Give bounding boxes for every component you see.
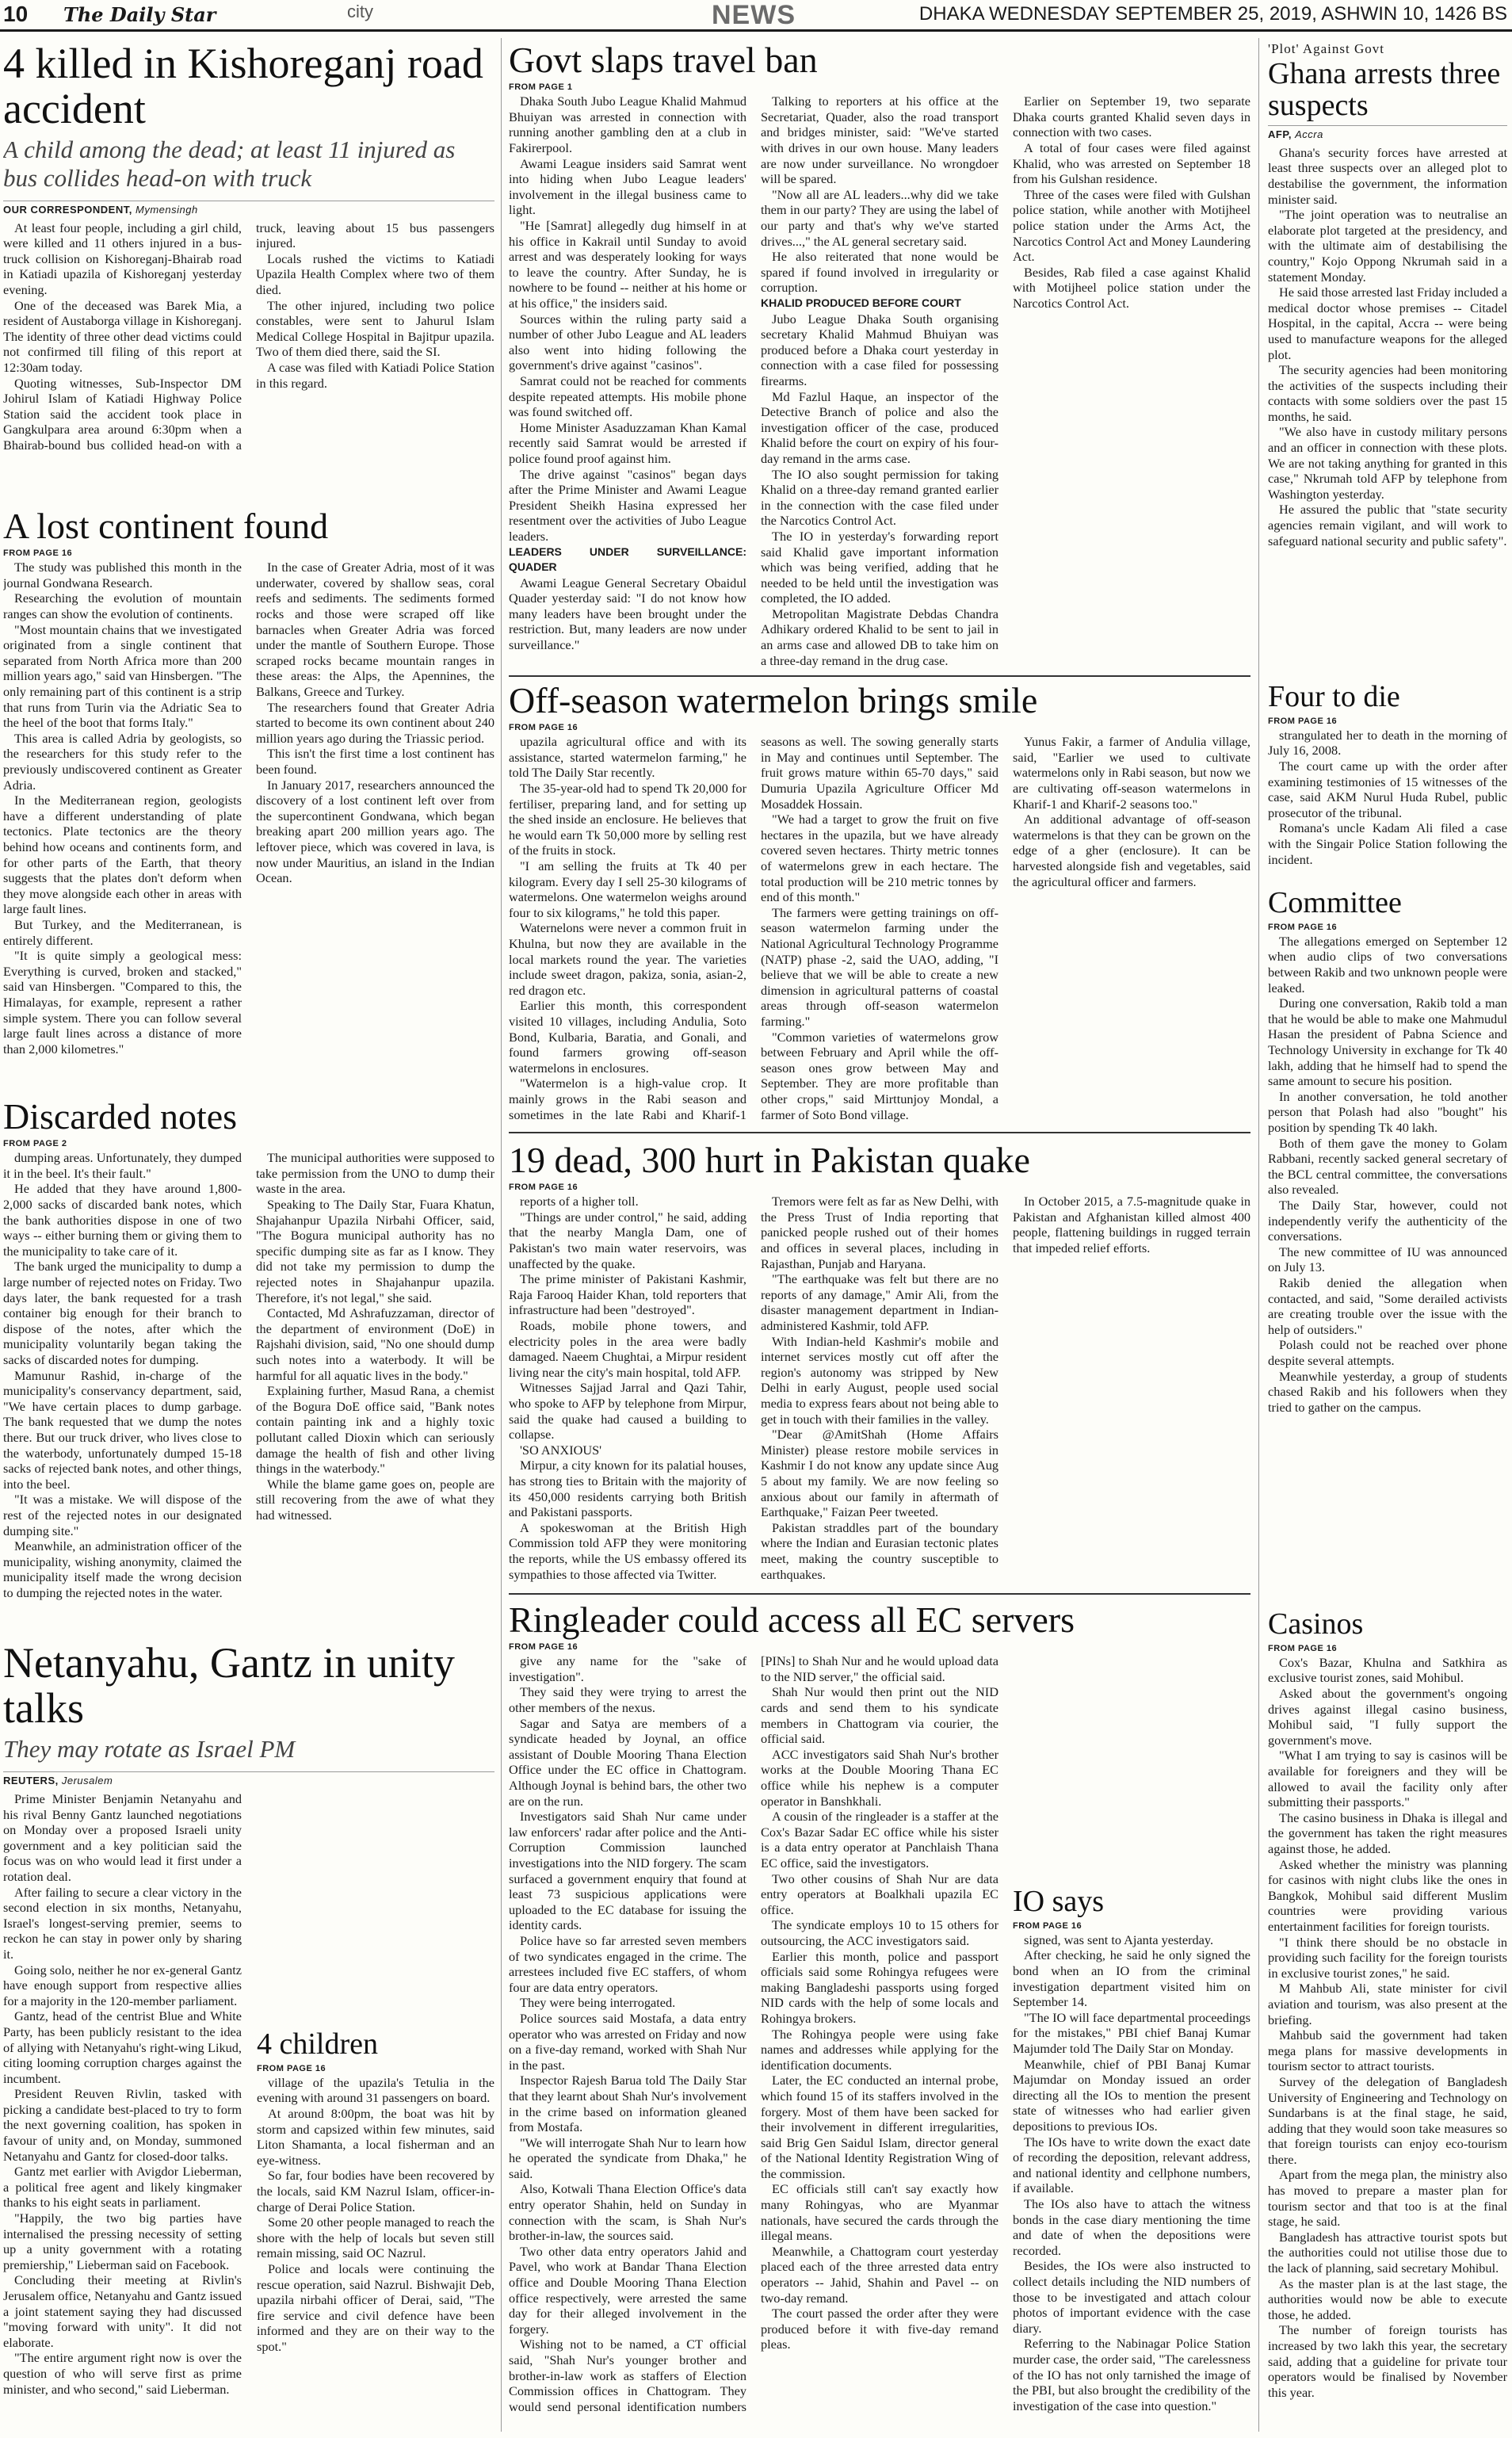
article-body xyxy=(509,94,1250,672)
paragraph: Police and locals were continuing the rescue operation, said Nazrul. Bishwajit Deb, upazila nirbahi officer of Derai, said, "The fire service and civil defence have been informed and they are on their way to the spot." xyxy=(257,2261,494,2354)
paragraph: Later, the EC conducted an internal probe, which found 15 of its staffers involved in the forgery. Most of them have been sacked for their involvement in different irregularities, said Brig Gen Saidul Islam, director general of the National Identity Registration Wing of the commission. xyxy=(761,2073,998,2181)
article-body xyxy=(1268,145,1507,668)
article-body xyxy=(1268,1655,1507,2432)
paragraph: A spokeswoman at the British High Commission told AFP they were monitoring the reports, while the US embassy offered its sympathies to those affected via Twitter. xyxy=(509,1519,746,1582)
paragraph: Explaining further, Masud Rana, a chemist of the Bogura DoE office said, "Bank notes contain painting ink and a highly toxic pollutant called Dioxin which can seriously damage the health of fish and other living things in the waterbody." xyxy=(256,1383,494,1477)
paragraph: upazila agricultural office and with its assistance, started watermelon farming," he told The Daily Star recently. xyxy=(509,734,746,781)
paragraph: Investigators said Shah Nur came under law enforcers' radar after police and the Anti-Corruption Commission launched investigations into the NID forgery. The scam surfaced a government enquiry that found at least 73 suspicious applications were uploaded to the EC database for issuing the identity cards. xyxy=(509,1809,746,1933)
headline: 4 children xyxy=(257,2029,379,2061)
paragraph: President Reuven Rivlin, tasked with picking a candidate best-placed to try to form the next governing coalition, has spoken in favour of unity and, on Monday, summoned Netanyahu and Gantz for closed-door talks. xyxy=(3,2086,242,2164)
paragraph: Waternelons were never a common fruit in Khulna, but now they are available in the local markets round the year. The varieties include sweet dragon, pakiza, sonia, asian-2, red dragon etc. xyxy=(509,920,746,998)
paragraph: Researching the evolution of mountain ranges can show the evolution of continents. xyxy=(3,590,242,622)
paragraph: Earlier this month, police and passport officials said some Rohingya refugees were making Bangladeshi passports using forged NID cards with the help of some locals and Rohingya brokers. xyxy=(761,1948,998,2026)
paragraph: They said they were trying to arrest the other members of the nexus. xyxy=(509,1684,746,1716)
paragraph: Apart from the mega plan, the ministry also has moved to prepare a master plan for tourism sector and that too is at the final stage, he said. xyxy=(1268,2167,1507,2230)
headline: Discarded notes xyxy=(3,1098,238,1137)
paragraph: Police sources said Mostafa, a data entry operator who was arrested on Friday and now on a five-day remand, worked with Shah Nur in the past. xyxy=(509,2010,746,2073)
paragraph: The IOs also have to attach the witness bonds in the case diary mentioning the time and date of when the depositions were recorded. xyxy=(1013,2195,1250,2258)
story-four-to-die xyxy=(1268,682,1507,880)
jump-line: FROM PAGE 16 xyxy=(1268,716,1338,726)
paragraph: "Dear @AmitShah (Home Affairs Minister) please restore mobile services in Kashmir I do not know any update since Aug 5 about my family. We are now feeling so anxious about our family in aftermath of Earthquake," Faizan Peer tweeted. xyxy=(761,1427,998,1520)
paper-name: The Daily Star xyxy=(63,3,216,26)
paragraph: Sources within the ruling party said a number of other Jubo League and AL leaders also went into hiding following the government's drive against "casinos". xyxy=(509,311,746,373)
paragraph: "He [Samrat] allegedly dug himself in at his office in Kakrail until Sunday to avoid arrest and was desperately looking for ways to leave the country. After Sunday, he is nowhere to be found -- neither at his home or at his office," the insiders said. xyxy=(509,218,746,311)
paragraph: Concluding their meeting at Rivlin's Jerusalem office, Netanyahu and Gantz issued a joint statement saying they had discussed "moving forward with unity". It did not elaborate. xyxy=(3,2272,242,2350)
paragraph: "I think there should be no obstacle in providing such facility for the foreign tourists in exclusive tourist zones," he said. xyxy=(1268,1934,1507,1981)
paragraph: Bangladesh has attractive tourist spots but the authorities could not utilise those due to the lack of planning, said secretary Mohibul. xyxy=(1268,2229,1507,2276)
deck: A child among the dead; at least 11 injured as bus collides head-on with truck xyxy=(3,136,456,193)
jump-line: FROM PAGE 16 xyxy=(509,723,578,733)
paragraph: "I am selling the fruits at Tk 40 per kilogram. Every day I sell 25-30 kilograms of watermelons. One watermelon weighs around four to six kilograms," he told this paper. xyxy=(509,858,746,920)
paragraph: A cousin of the ringleader is a staffer at the Cox's Bazar Sadar EC office while his sister is a data entry operator at Panchlaish Thana EC office, said the investigators. xyxy=(761,1809,998,1871)
jump-line: FROM PAGE 16 xyxy=(257,2063,326,2073)
paragraph: Polash could not be reached over phone despite several attempts. xyxy=(1268,1337,1507,1368)
paragraph: "We will interrogate Shah Nur to learn how he operated the syndicate from Dhaka," he said. xyxy=(509,2134,746,2181)
paragraph: Shah Nur would then print out the NID cards and send them to his syndicate members in Chattogram via courier, the official said. xyxy=(761,1684,998,1747)
story-travel-ban xyxy=(509,41,1250,675)
paragraph: "The earthquake was felt but there are no reports of any damage," Amir Ali, from the disaster management department in Indian-administered Kashmir, told AFP. xyxy=(761,1271,998,1334)
paragraph: Gantz met earlier with Avigdor Lieberman, a political free agent and likely kingmaker thanks to his eight seats in parliament. xyxy=(3,2164,242,2211)
paragraph: Locals rushed the victims to Katiadi Upazila Health Complex where two of them died. xyxy=(256,250,494,298)
story-four-children xyxy=(257,2029,494,2433)
paragraph: Earlier on September 19, two separate Dhaka courts granted Khalid seven days in connection with two cases. xyxy=(1013,94,1250,140)
paragraph: dumping areas. Unfortunately, they dumped it in the beel. It's their fault." xyxy=(3,1150,242,1181)
paragraph: After failing to secure a clear victory in the second election in six months, Netanyahu, Israel's longest-serving premier, seems to reckon he can stay in power only by sharing it. xyxy=(3,1884,242,1962)
paragraph: Meanwhile, an administration officer of the municipality, wishing anonymity, claimed the municipality itself made the wrong decision to dumping the rejected notes in the water. xyxy=(3,1538,242,1600)
paragraph: Gantz, head of the centrist Blue and White Party, has been publicly resistant to the idea of allying with Netanyahu's right-wing Likud, citing looming corruption charges against the incumbent. xyxy=(3,2008,242,2086)
paragraph: village of the upazila's Tetulia in the evening with around 31 passengers on board. xyxy=(257,2074,494,2106)
paragraph: 'SO ANXIOUS' xyxy=(520,1442,602,1458)
paragraph: "What I am trying to say is casinos will be available for foreigners and they will be allowed to avail the facility only after submitting their passports." xyxy=(1268,1748,1507,1810)
paragraph: Awami League General Secretary Obaidul Quader yesterday said: "I do not know how many leaders have been brought under the restriction. But, many leaders are now under surveillance." xyxy=(509,575,746,653)
paragraph: M Mahbub Ali, state minister for civil aviation and tourism, was also present at the briefing. xyxy=(1268,1981,1507,2027)
story-io-says xyxy=(1013,1886,1250,2433)
article-body xyxy=(257,2075,494,2432)
byline: OUR CORRESPONDENT, Mymensingh xyxy=(3,201,494,216)
headline: IO says xyxy=(1013,1886,1105,1918)
paragraph: Two other cousins of Shah Nur are data entry operators at Boalkhali upazila EC office. xyxy=(761,1871,998,1917)
paragraph: EC officials still can't say exactly how many Rohingyas, who are Myanmar nationals, have secured the cards through the illegal means. xyxy=(761,2181,998,2244)
paragraph: "It is quite simply a geological mess: Everything is curved, broken and stacked," said van Hinsbergen. "Compared to this, the Himalayas, for example, represent a rather simple system. There you can follow several large fault lines across a distance of more than 2,000 kilometres." xyxy=(3,948,242,1057)
paragraph: Three of the cases were filed with Gulshan police station, while another with Motijheel police station under the Arms Act, the Narcotics Control Act and Money Laundering Act. xyxy=(1013,186,1250,265)
paragraph: The Daily Star, however, could not independently verify the authenticity of the conversations. xyxy=(1268,1197,1507,1244)
headline: Off-season watermelon brings smile xyxy=(509,682,1038,720)
article-body xyxy=(509,734,1250,1122)
paragraph: In another conversation, he told another person that Polash had also "bought" his position by spending Tk 40 lakh. xyxy=(1268,1088,1507,1136)
paragraph: "The entire argument right now is over the question of who will serve first as prime minister, and who second," said Lieberman. xyxy=(3,2350,242,2397)
paragraph: The new committee of IU was announced on July 13. xyxy=(1268,1244,1507,1275)
paragraph: Samrat could not be reached for comments despite repeated attempts. His mobile phone was found switched off. xyxy=(509,373,746,420)
paragraph: He said those arrested last Friday included a medical doctor whose premises -- Citadel Hospital, in the capital, Accra -- were being used to manufacture weapons for the alleged plot. xyxy=(1268,285,1507,362)
paragraph: As the master plan is at the last stage, the authorities would now be able to execute those, he added. xyxy=(1268,2276,1507,2322)
paragraph: Rakib denied the allegation when contacted, and said, "Some derailed activists are creating trouble over the issue with the help of outsiders." xyxy=(1268,1274,1507,1337)
headline: Casinos xyxy=(1268,1609,1364,1641)
jump-line: FROM PAGE 16 xyxy=(1268,922,1338,932)
paragraph: Ghana's security forces have arrested at least three suspects over an alleged plot to destabilise the government, the information minister said. xyxy=(1268,144,1507,207)
paragraph: The IO also sought permission for taking Khalid on a three-day remand granted earlier in the connection with the case filed under the Narcotics Control Act. xyxy=(761,466,998,529)
headline: Committee xyxy=(1268,888,1402,919)
paragraph: After checking, he said he only signed the bond when an IO from the criminal investigation department visited him on September 14. xyxy=(1013,1947,1250,2010)
paragraph: "We also have in custody military persons and an officer in connection with these plots. We are not taking anything for granted in this case," Nkrumah told AFP by telephone from Washington yesterday. xyxy=(1268,424,1507,502)
paragraph: reports of a higher toll. xyxy=(520,1194,639,1209)
paragraph: Inspector Rajesh Barua told The Daily Star that they learnt about Shah Nur's involvement in the crime based on information gleaned from Mostafa. xyxy=(509,2073,746,2135)
paragraph: Mamunur Rashid, in-charge of the municipality's conservancy department, said, "We have certain places to dump garbage. The bank requested that we dump the notes there. But our truck driver, who lives close to the waterbody, unfortunately dumped 15-18 sacks of rejected bank notes, and other things, into the beel. xyxy=(3,1367,242,1492)
article-body xyxy=(509,1194,1250,1582)
paragraph: The other injured, including two police constables, were sent to Jahurul Islam Medical College Hospital in Bajitpur upazila. Two of them died there, said the SI. xyxy=(256,297,494,360)
paragraph: Besides, the IOs were also instructed to collect details including the NID numbers of those to be investigated and attach colour photos of important evidence with the case diary. xyxy=(1013,2258,1250,2336)
paragraph: Police have so far arrested seven members of two syndicates engaged in the crime. The arrestees included five EC staffers, of whom four are data entry operators. xyxy=(509,1932,746,1995)
paragraph: signed, was sent to Ajanta yesterday. xyxy=(1024,1932,1214,1947)
subhead: KHALID PRODUCED BEFORE COURT xyxy=(761,296,961,310)
column-divider xyxy=(1258,38,1259,2432)
section-rule xyxy=(509,675,1250,677)
paragraph: Mahbub said the government had taken mega plans for massive developments in tourism sector to attract tourists. xyxy=(1268,2027,1507,2074)
paragraph: Asked about the government's ongoing drives against illegal casino business, Mohibul said, "I fully support the government's move. xyxy=(1268,1686,1507,1748)
story-discarded-notes xyxy=(3,1098,494,1621)
paragraph: Quoting witnesses, Sub-Inspector DM Johirul Islam of Katiadi Highway Police Station said the accident took place in Gangkulpara area around 6:30pm when a Bhairab-bound bus collided head-on with a truck, leaving about 15 bus passengers injured. xyxy=(3,220,494,453)
paragraph: In October 2015, a 7.5-magnitude quake in Pakistan and Afghanistan killed almost 400 people, flattening buildings in rugged terrain that impeded relief efforts. xyxy=(1013,1194,1250,1256)
paragraph: The syndicate employs 10 to 15 others for outsourcing, the ACC investigators said. xyxy=(761,1917,998,1948)
paragraph: Some 20 other people managed to reach the shore with the help of locals but seven still remain missing, said OC Nazrul. xyxy=(257,2214,494,2261)
paragraph: The study was published this month in the journal Gondwana Research. xyxy=(3,560,242,590)
article-body xyxy=(1268,728,1507,878)
category-label: NEWS xyxy=(712,0,796,30)
headline: Ghana arrests three suspects xyxy=(1268,57,1501,122)
headline: A lost continent found xyxy=(3,507,329,546)
paragraph: Meanwhile, chief of PBI Banaj Kumar Majumdar on Monday issued an order directing all the IOs to mention the present state of witnesses who had earlier given depositions to previous IOs. xyxy=(1013,2056,1250,2134)
paragraph: Prime Minister Benjamin Netanyahu and his rival Benny Gantz launched negotiations on Monday over a proposed Israeli unity government and a key politician said the focus was on who would lead it first under a rotation deal. xyxy=(3,1791,242,1884)
paragraph: "Things are under control," he said, adding that the nearby Mangla Dam, one of Pakistan's two main water reservoirs, was unaffected by the quake. xyxy=(509,1209,746,1271)
headline: Four to die xyxy=(1268,682,1400,713)
paragraph: Talking to reporters at his office at the Secretariat, Quader, also the road transport and bridges minister, said: "We've started with drives in our own house. Many leaders are now under surveillance. No wrongdoer will be spared. xyxy=(761,94,998,187)
paragraph: Two other data entry operators Jahid and Pavel, who work at Bandar Thana Election office and Double Mooring Thana Election office respectively, were arrested the same day for their alleged involvement in the forgery. xyxy=(509,2243,746,2337)
jump-line: FROM PAGE 16 xyxy=(1013,1920,1082,1931)
paragraph: Sagar and Satya are members of a syndicate headed by Joynal, an office assistant of Double Mooring Thana Election Office under the EC office in Chattogram. Although Joynal is behind bars, the other two are on the run. xyxy=(509,1715,746,1809)
paragraph: Awami League insiders said Samrat went into hiding when Jubo League leaders' involvement in the illegal business came to light. xyxy=(509,155,746,218)
jump-line: FROM PAGE 16 xyxy=(509,1642,578,1653)
paragraph: "Happily, the two big parties have internalised the pressing necessity of setting up a unity government with a rotating premiership," Lieberman said on Facebook. xyxy=(3,2211,242,2272)
headline: Ringleader could access all EC servers xyxy=(509,1601,1075,1640)
paragraph: Home Minister Asaduzzaman Khan Kamal recently said Samrat would be arrested if police found proof against him. xyxy=(509,419,746,466)
paragraph: "Most mountain chains that we investigated originated from a single continent that separated from North Africa more than 200 million years ago," said van Hinsbergen. "The only remaining part of this continent is a strip that runs from Turin via the Adriatic Sea to the heel of the boot that forms Italy." xyxy=(3,621,242,731)
paragraph: A total of four cases were filed against Khalid, who was arrested on September 18 from his Gulshan residence. xyxy=(1013,140,1250,187)
paragraph: This area is called Adria by geologists, so the researchers for this study refer to the previously undiscovered continent as Greater Adria. xyxy=(3,730,242,793)
paragraph: But Turkey, and the Mediterranean, is entirely different. xyxy=(3,916,242,948)
paragraph: Contacted, Md Ashrafuzzaman, director of the department of environment (DoE) in Rajshahi division, said, "No one should dump such notes into a waterbody. It will be harmful for all aquatic lives in the body." xyxy=(256,1305,494,1383)
paragraph: The drive against "casinos" began days after the Prime Minister and Awami League President Sheikh Hasina expressed her resentment over the activities of Jubo League leaders. xyxy=(509,466,746,544)
story-pakistan-quake xyxy=(509,1141,1250,1585)
column-divider xyxy=(501,38,502,2432)
paragraph: Meanwhile yesterday, a group of students chased Rakib and his followers when they tried to gather on the campus. xyxy=(1268,1368,1507,1415)
paragraph: He assured the public that "state security agencies remain vigilant, and will work to safeguard national security and public safety". xyxy=(1268,502,1507,548)
paragraph: "Now all are AL leaders...why did we take them in our party? They are using the label of our party and that's why we've started drives...," the AL general secretary said. xyxy=(761,186,998,249)
section-rule xyxy=(509,1593,1250,1595)
paragraph: This isn't the first time a lost continent has been found. xyxy=(256,746,494,778)
paragraph: "We had a target to grow the fruit on five hectares in the upazila, but we have already covered seven hectares. Thirty metric tonnes of watermelons grew in each hectare. The total production will be 210 metric tonnes by end of this month." xyxy=(761,812,998,905)
article-body xyxy=(1268,934,1507,1599)
headline: 19 dead, 300 hurt in Pakistan quake xyxy=(509,1141,1030,1180)
paragraph: The 35-year-old had to spend Tk 20,000 for fertiliser, preparing land, and for setting up the shed inside an enclosure. He believes that he would earn Tk 50,000 more by selling rest of the fruits in stock. xyxy=(509,781,746,858)
headline: 4 killed in Kishoreganj road accident xyxy=(3,41,483,132)
paragraph: A case was filed with Katiadi Police Station in this regard. xyxy=(256,360,494,391)
paragraph: The municipal authorities were supposed to take permission from the UNO to dump their waste in the area. xyxy=(256,1150,494,1197)
paragraph: The court passed the order after they were produced before it with five-day remand pleas. xyxy=(761,2306,998,2352)
paragraph: In the case of Greater Adria, most of it was underwater, covered by shallow seas, coral reefs and sediments. The sediments formed rocks and those were scraped off like barnacles when Greater Adria was forced under the mantle of Southern Europe. Those scraped rocks became mountain ranges in these areas: the Alps, the Apennines, the Balkans, Greece and Turkey. xyxy=(256,560,494,700)
paragraph: give any name for the "sake of investigation". xyxy=(509,1653,746,1684)
paragraph: Mirpur, a city known for its palatial houses, has strong ties to Britain with the majority of its 450,000 residents carrying both British and Pakistani passports. xyxy=(509,1458,746,1520)
paragraph: Besides, Rab filed a case against Khalid with Motijheel police station under the Narcotics Control Act. xyxy=(1013,264,1250,311)
paragraph: During one conversation, Rakib told a man that he would be able to make one Mahmudul Hasan the president of Pabna Science and Technology University in exchange for Tk 40 lakh, adding that he himself had to spend the same amount to secure his position. xyxy=(1268,995,1507,1089)
paragraph: Dhaka South Jubo League Khalid Mahmud Bhuiyan was arrested in connection with running another gambling den at a club in Fakirerpool. xyxy=(509,94,746,156)
paragraph: Roads, mobile phone towers, and electricity poles in the area were badly damaged. Naeem Chughtai, a Mirpur resident living near the city's main hospital, told AFP. xyxy=(509,1318,746,1380)
paragraph: Speaking to The Daily Star, Fuara Khatun, Shajahanpur Upazila Nirbahi Officer, said, "The Bogura municipal authority has no specific dumping site as far as I know. They did not take my permission to dump the rejected notes in Shajahanpur upazila. Therefore, it's not legal," she said. xyxy=(256,1197,494,1305)
paragraph: Jubo League Dhaka South organising secretary Khalid Mahmud Bhuiyan was produced before a Dhaka court yesterday in connection with a case filed for possessing firearms. xyxy=(761,311,998,388)
paragraph: The IOs have to write down the exact date of recording the deposition, relevant address, and national identity and cellphone numbers, if available. xyxy=(1013,2134,1250,2196)
paragraph: The farmers were getting trainings on off-season watermelon farming under the National Agricultural Technology Programme (NATP) phase -2, said the UAO, adding, "I believe that we will be able to create a new dimension in agricultural patterns of coastal areas through off-season watermelon farming." xyxy=(761,904,998,1029)
paragraph: The prime minister of Pakistani Kashmir, Raja Farooq Haider Khan, told reporters that infrastructure had been "destroyed". xyxy=(509,1271,746,1318)
paragraph: Tremors were felt as far as New Delhi, with the Press Trust of India reporting that panicked people rushed out of their homes and offices in several places, including in Rajasthan, Punjab and Haryana. xyxy=(761,1194,998,1271)
paragraph: At around 8:00pm, the boat was hit by storm and capsized within few minutes, said Liton Shamanta, a local fisherman and an eye-witness. xyxy=(257,2106,494,2168)
story-ghana xyxy=(1268,41,1507,675)
paragraph: So far, four bodies have been recovered by the locals, said KM Nazrul Islam, officer-in-charge of Derai Police Station. xyxy=(257,2168,494,2214)
paragraph: They were being interrogated. xyxy=(520,1995,676,2011)
paragraph: The casino business in Dhaka is illegal and the government has taken the right measures against those, he added. xyxy=(1268,1809,1507,1857)
article-body xyxy=(3,560,494,1059)
paragraph: "The IO will face departmental proceedings for the mistakes," PBI chief Banaj Kumar Majumder told The Daily Star on Monday. xyxy=(1013,2009,1250,2057)
paragraph: Metropolitan Magistrate Debdas Chandra Adhikary ordered Khalid to be sent to jail in an arms case and allowed DB to take him on a three-day remand in the drug case. xyxy=(761,606,998,668)
paragraph: Both of them gave the money to Golam Rabbani, recently sacked general secretary of the BCL central committee, the conversations also revealed. xyxy=(1268,1135,1507,1198)
paragraph: Asked whether the ministry was planning for casinos with night clubs like the ones in Bangkok, Mohibul said different Muslim countries were providing various entertainment facilities for foreign tourists. xyxy=(1268,1856,1507,1934)
paragraph: In January 2017, researchers announced the discovery of a lost continent left over from the supercontinent Gondwana, which began breaking apart 200 million years ago. The leftover piece, which was covered in lava, is now under Mauritius, an island in the Indian Ocean. xyxy=(256,777,494,886)
deck: They may rotate as Israel PM xyxy=(3,1735,296,1764)
paragraph: Also, Kotwali Thana Election Office's data entry operator Shahin, held on Sunday in connection with the scam, is Shah Nur's brother-in-law, the sources said. xyxy=(509,2181,746,2244)
paragraph: Wishing not to be named, a CT official said, "Shah Nur's younger brother and brother-in-law work as staffers of Election Commission offices in Chattogram. They would send personal identification numbers [PINs] to Shah Nur and he would upload data to the NID server," the official said. xyxy=(509,1653,998,2414)
paragraph: He added that they have around 1,800-2,000 sacks of discarded bank notes, which the bank authorities dispose in one of two ways -- either burning them or giving them to the municipality to take care of it. xyxy=(3,1181,242,1259)
dateline: DHAKA WEDNESDAY SEPTEMBER 25, 2019, ASHWIN 10, 1426 BS xyxy=(918,3,1507,25)
masthead xyxy=(0,0,1512,32)
paragraph: ACC investigators said Shah Nur's brother works at the Double Mooring Thana EC office while his nephew is a computer operator in Banshkhali. xyxy=(761,1746,998,1809)
paragraph: At least four people, including a girl child, were killed and 11 others injured in a bus-truck collision on Kishoreganj-Bhairab road in Katiadi upazila of Kishoreganj yesterday evening. xyxy=(3,220,242,298)
paragraph: Pakistan straddles part of the boundary where the Indian and Eurasian tectonic plates meet, making the country susceptible to earthquakes. xyxy=(761,1519,998,1582)
jump-line: FROM PAGE 16 xyxy=(1268,1643,1338,1653)
paragraph: Survey of the delegation of Bangladesh University of Engineering and Technology on Sundarbans is at the final stage, he said, adding that they would soon take measures so that foreign tourists can enjoy eco-tourism there. xyxy=(1268,2073,1507,2167)
story-casinos xyxy=(1268,1609,1507,2433)
paragraph: Referring to the Nabinagar Police Station murder case, the order said, "The carelessness of the IO has not only tarnished the image of the PBI, but also brought the credibility of the investigation of the case into question." xyxy=(1013,2336,1250,2413)
paragraph: The number of foreign tourists has increased by two lakh this year, the secretary said, adding that a guideline for private tour operators would be finalised by November this year. xyxy=(1268,2322,1507,2400)
paragraph: "Watermelon is a high-value crop. It mainly grows in the Rabi season and sometimes in the late Rabi and Kharif-1 seasons as well. The sowing generally starts in May and continues until September. The fruit grows mature within 65-70 days," said Dumuria Upazila Agriculture Officer Md Mosaddek Hossain. xyxy=(509,734,998,1122)
paragraph: In the Mediterranean region, geologists have a different understanding of plate tectonics. Plate tectonics are the theory behind how oceans and continents form, and for other parts of the Earth, that theory suggests that the plates don't deform when they move alongside each other in areas with large fault lines. xyxy=(3,793,242,917)
paragraph: He also reiterated that none would be spared if found involved in irregularity or corruption. xyxy=(761,249,998,296)
paragraph: "The joint operation was to neutralise an elaborate plot targeted at the presidency, and with the ultimate aim of destabilising the country," Kojo Oppong Nkrumah said in a statement Monday. xyxy=(1268,207,1507,285)
paragraph: strangulated her to death in the morning of July 16, 2008. xyxy=(1268,727,1507,759)
jump-line: FROM PAGE 2 xyxy=(3,1139,67,1149)
section-label: city xyxy=(347,2,373,21)
paragraph: Meanwhile, a Chattogram court yesterday placed each of the three arrested data entry operators -- Jahid, Shahin and Pavel -- on two-day remand. xyxy=(761,2243,998,2306)
jump-line: FROM PAGE 16 xyxy=(509,1183,578,1193)
paragraph: The Rohingya people were using fake names and addresses while applying for the identification documents. xyxy=(761,2026,998,2073)
paragraph: An additional advantage of off-season watermelons is that they can be grown on the edge of a gher (enclosure). It can be harvested alongside fish and vegetables, said the agricultural officer and farmers. xyxy=(1013,812,1250,889)
story-watermelon xyxy=(509,682,1250,1125)
paragraph: "It was a mistake. We will dispose of the rest of the rejected notes in our designated dumping site." xyxy=(3,1492,242,1538)
paragraph: Witnesses Sajjad Jarral and Qazi Tahir, who spoke to AFP by telephone from Mirpur, said the quake had caused a building to collapse. xyxy=(509,1380,746,1443)
paragraph: Earlier this month, this correspondent visited 10 villages, including Andulia, Soto Bond, Kulbaria, Baratia, and Gonali, and found farmers growing off-season watermelons in enclosures. xyxy=(509,998,746,1076)
paragraph: The IO in yesterday's forwarding report said Khalid gave important information which was being verified, adding that he needed to be held until the investigation was completed, the IO added. xyxy=(761,528,998,606)
byline: AFP, Accra xyxy=(1268,125,1507,140)
subhead: LEADERS UNDER SURVEILLANCE: QUADER xyxy=(509,545,746,574)
paragraph: One of the deceased was Barek Mia, a resident of Austaborga village in Kishoreganj. The identity of three other dead victims could not confirmed till filing of this report at 12:30am today. xyxy=(3,297,242,375)
jump-line: FROM PAGE 1 xyxy=(509,82,573,93)
paragraph: The bank urged the municipality to dump a large number of rejected notes on Friday. Two days later, the bank requested for a trash container big enough for their branch to dispose of the notes, after which the municipality voluntarily began taking the sacks of discarded notes for dumping. xyxy=(3,1259,242,1368)
article-body xyxy=(1013,1932,1250,2432)
paragraph: Romana's uncle Kadam Ali filed a case with the Singair Police Station following the incident. xyxy=(1268,820,1507,867)
paragraph: Yunus Fakir, a farmer of Andulia village, said, "Earlier we used to cultivate watermelons only in Rabi season, but now we are cultivating off-season watermelons in Kharif-1 and Kharif-2 seasons too." xyxy=(1013,734,1250,812)
paragraph: The allegations emerged on September 12 when audio clips of two conversations between Rakib and two unknown people were leaked. xyxy=(1268,933,1507,995)
paragraph: Cox's Bazar, Khulna and Satkhira as exclusive tourist zones, said Mohibul. xyxy=(1268,1654,1507,1686)
story-continent xyxy=(3,507,494,1078)
paragraph: Md Fazlul Haque, an inspector of the Detective Branch of police and also the investigation officer of the case, produced Khalid before the court on expiry of his four-day remand in the arms case. xyxy=(761,388,998,466)
paragraph: Going solo, neither he nor ex-general Gantz have enough support from respective allies for a majority in the 120-member parliament. xyxy=(3,1962,242,2008)
paragraph: The researchers found that Greater Adria started to become its own continent about 240 million years ago during the Triassic period. xyxy=(256,699,494,746)
section-rule xyxy=(509,1132,1250,1133)
paragraph: The security agencies had been monitoring the activities of the suspects including their contacts with some soldiers over the past 15 months, he said. xyxy=(1268,362,1507,424)
story-kishoreganj xyxy=(3,41,494,485)
paragraph: With Indian-held Kashmir's mobile and internet services mostly cut off after the region's autonomy was stripped by New Delhi in early August, people used social media to express fears about not being able to get in touch with their families in the valley. xyxy=(761,1333,998,1427)
headline: Govt slaps travel ban xyxy=(509,41,818,80)
jump-line: FROM PAGE 16 xyxy=(3,548,73,559)
headline: Netanyahu, Gantz in unity talks xyxy=(3,1641,455,1732)
article-body xyxy=(3,220,494,482)
byline: REUTERS, Jerusalem xyxy=(3,1771,494,1786)
story-committee xyxy=(1268,888,1507,1601)
paragraph: While the blame game goes on, people are still recovering from the awe of what they had witnessed. xyxy=(256,1476,494,1523)
paragraph: "Common varieties of watermelons grow between February and April while the off-season ones grow between May and September. They are more profitable than other crops," said Mirttunjoy Mondal, a farmer of Soto Bond village. xyxy=(761,1029,998,1122)
article-body xyxy=(3,1150,494,1618)
paragraph: The court came up with the order after examining testimonies of 15 witnesses of the case, said AKM Nurul Huda Rubel, public prosecutor of the tribunal. xyxy=(1268,759,1507,820)
page-number: 10 xyxy=(3,2,29,26)
kicker: 'Plot' Against Govt xyxy=(1268,41,1384,56)
